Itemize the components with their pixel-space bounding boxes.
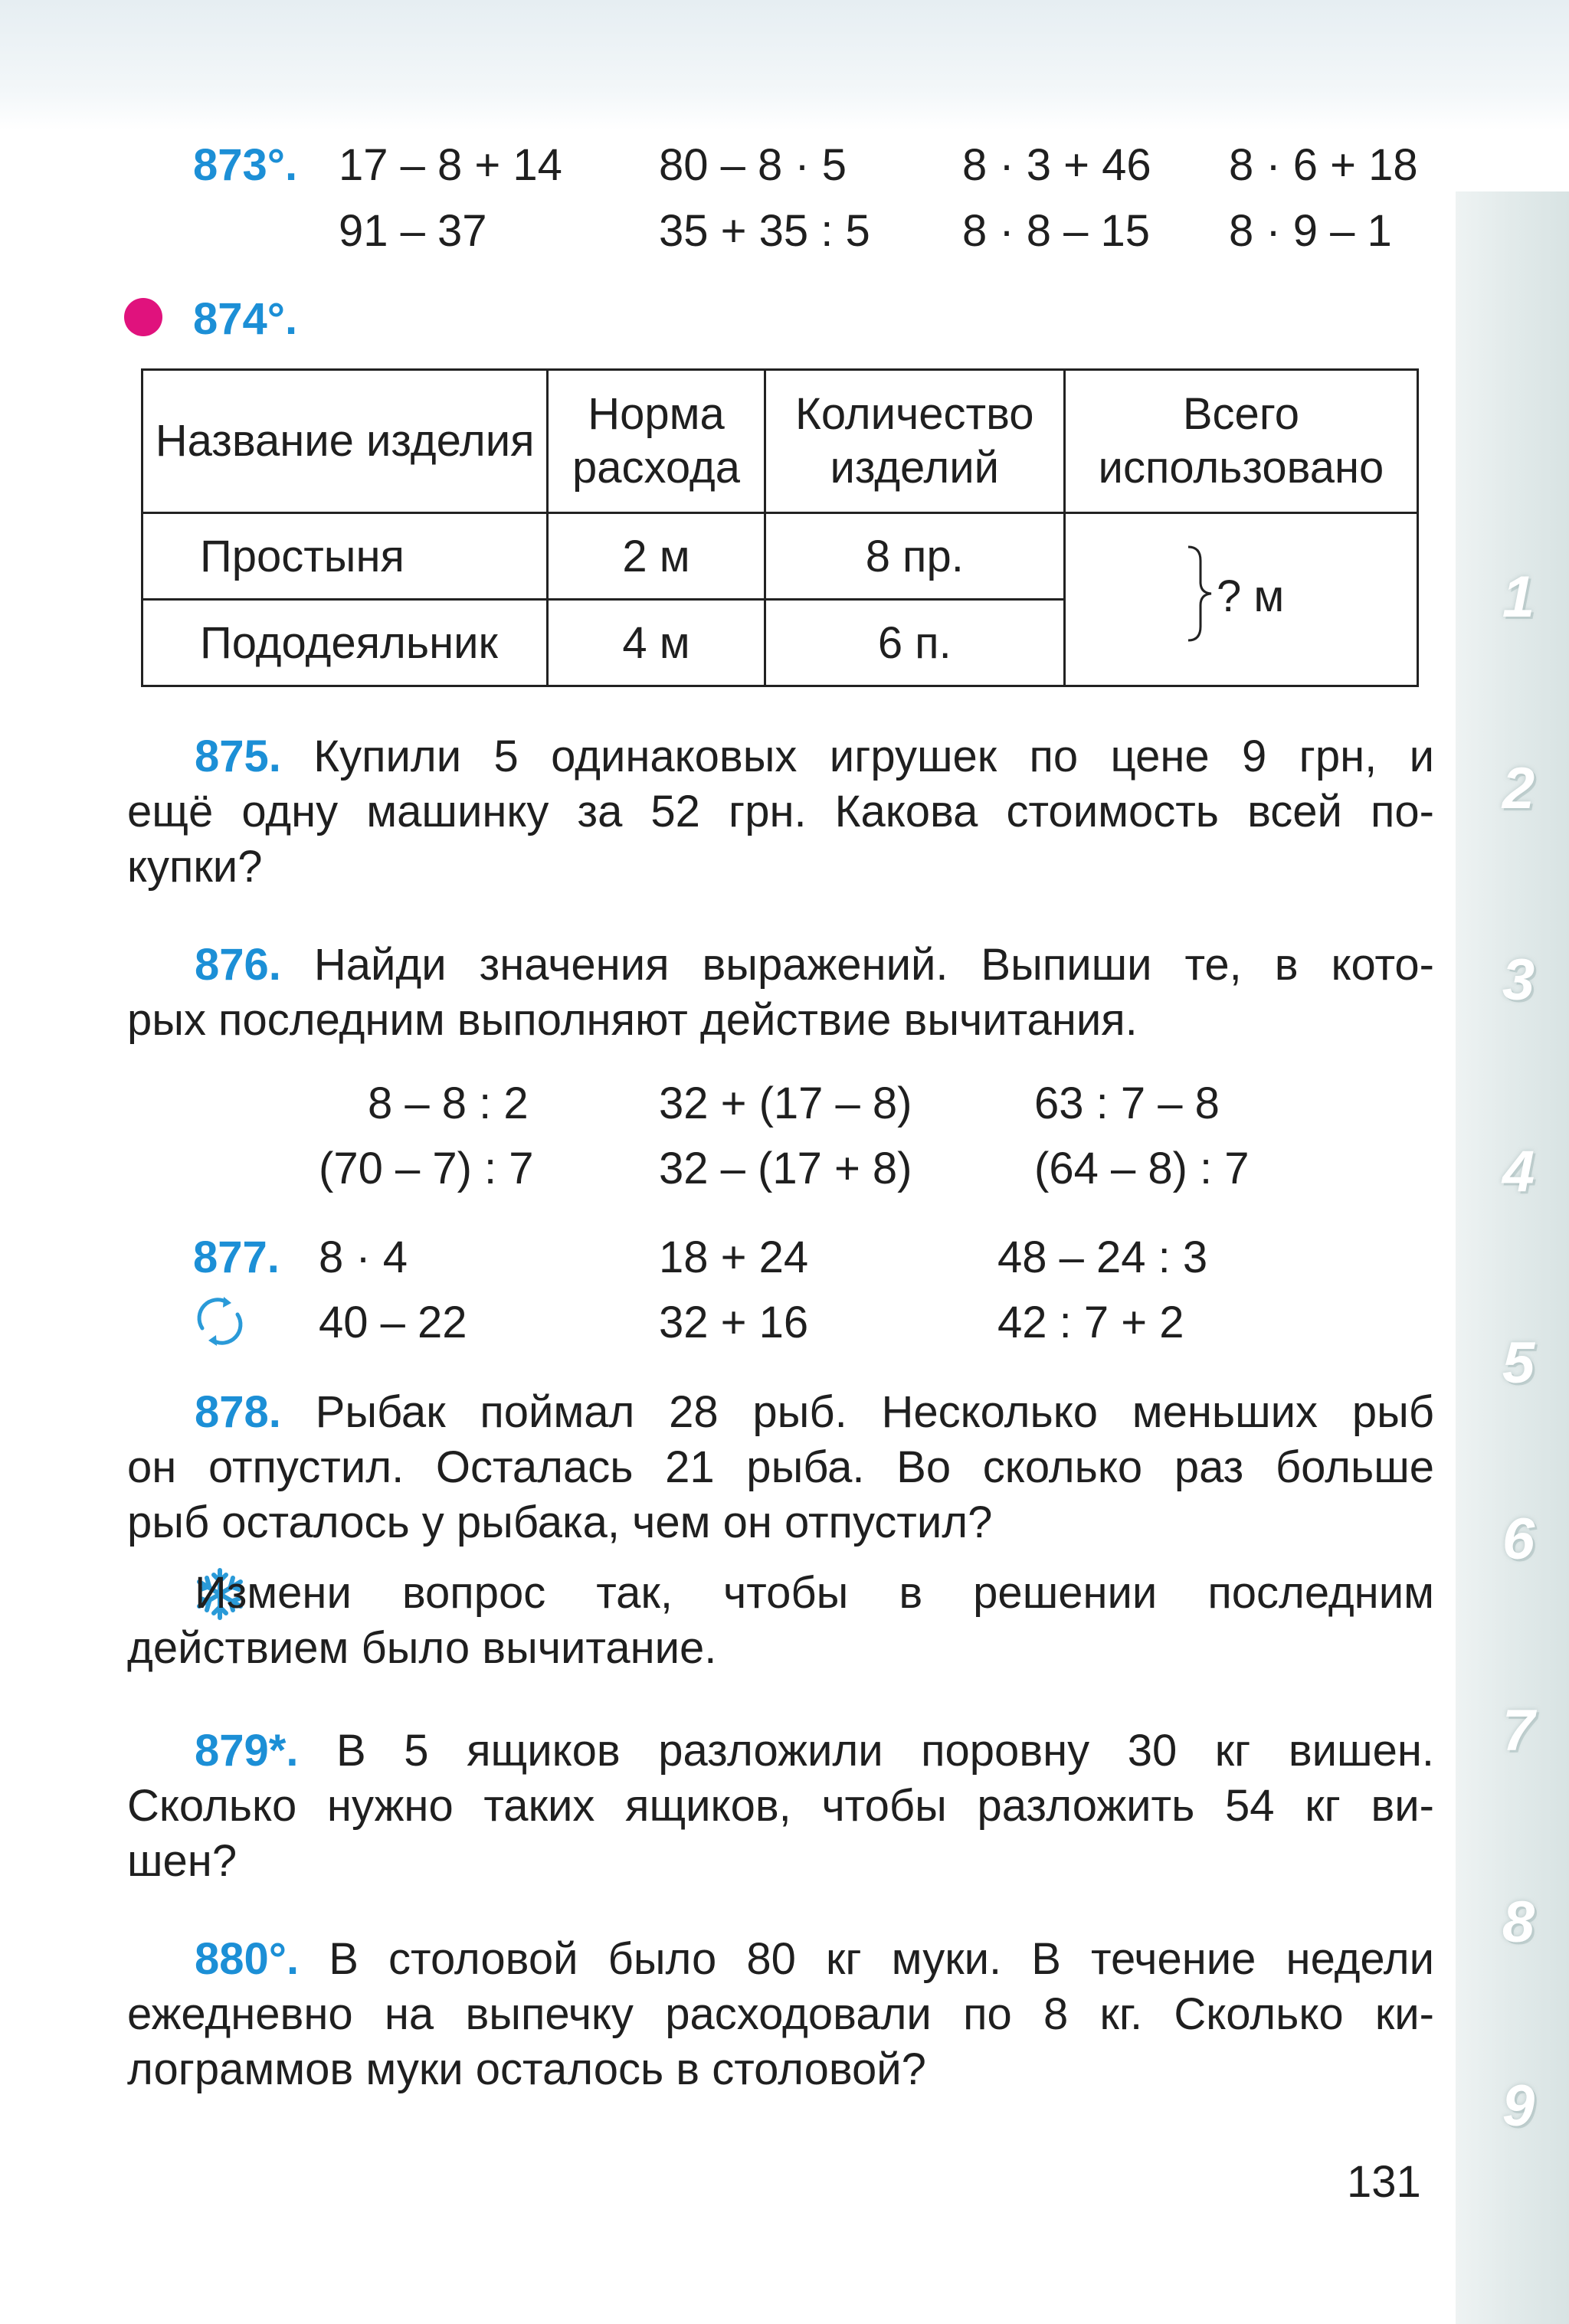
exercise-878-number: 878. [195, 1387, 281, 1437]
expression: 35 + 35 : 5 [659, 206, 870, 256]
text-line: шен? [127, 1836, 237, 1886]
right-brace-icon [1184, 544, 1214, 643]
text-line: он отпустил. Осталась 21 рыба. Во сколько раз больше [127, 1442, 1434, 1492]
expression: 32 + (17 – 8) [659, 1079, 912, 1128]
expression: 91 – 37 [339, 206, 487, 256]
table-cell-count: 8 пр. [765, 513, 1064, 600]
header-count: Количество изделий [765, 370, 1064, 513]
total-question: ? м [1217, 571, 1285, 621]
page-number: 131 [1347, 2157, 1421, 2207]
header-total: Всего использовано [1064, 370, 1417, 513]
text-line: Сколько нужно таких ящиков, чтобы разложить 54 кг ви- [127, 1781, 1434, 1831]
text-line: Измени вопрос так, чтобы в решении последним [195, 1568, 1434, 1618]
table-cell-name: Пододеяльник [142, 600, 548, 686]
expression: (64 – 8) : 7 [1034, 1144, 1250, 1193]
text-line: рых последним выполняют действие вычитания. [127, 995, 1138, 1045]
expression: 17 – 8 + 14 [339, 140, 562, 190]
expression: 8 · 6 + 18 [1229, 140, 1418, 190]
exercise-875 [127, 729, 1434, 895]
exercise-878 [127, 1385, 1434, 1550]
table-cell-norm: 4 м [548, 600, 765, 686]
text-line: Найди значения выражений. Выпиши те, в кото- [313, 940, 1435, 990]
exercise-876 [127, 938, 1434, 1048]
text-line: рыб осталось у рыбака, чем он отпустил? [127, 1498, 993, 1547]
chapter-tab-2[interactable]: 2 [1502, 756, 1535, 821]
expression: 63 : 7 – 8 [1034, 1079, 1220, 1128]
chapter-tab-9[interactable]: 9 [1502, 2074, 1535, 2139]
chapter-tab-3[interactable]: 3 [1502, 948, 1535, 1013]
expression: 8 – 8 : 2 [368, 1079, 529, 1128]
chapter-tabs [1456, 191, 1569, 2324]
table-cell-count: 6 п. [765, 600, 1064, 686]
chapter-tab-6[interactable]: 6 [1502, 1507, 1535, 1572]
chapter-tab-1[interactable]: 1 [1502, 565, 1535, 630]
expression: 80 – 8 · 5 [659, 140, 847, 190]
table-cell-norm: 2 м [548, 513, 765, 600]
expression: 32 + 16 [659, 1298, 809, 1347]
text-line: В 5 ящиков разложили поровну 30 кг вишен. [336, 1726, 1434, 1776]
expression: 8 · 9 – 1 [1229, 206, 1392, 256]
expression: 48 – 24 : 3 [997, 1232, 1208, 1282]
exercise-875-number: 875. [195, 732, 281, 781]
text-line: ежедневно на выпечку расходовали по 8 кг. Сколько ки- [127, 1989, 1434, 2039]
top-band [0, 0, 1569, 130]
norms-table [141, 368, 1419, 687]
chapter-tab-5[interactable]: 5 [1502, 1331, 1535, 1396]
expression: 18 + 24 [659, 1232, 809, 1282]
expression: 42 : 7 + 2 [997, 1298, 1184, 1347]
expression: 8 · 8 – 15 [962, 206, 1151, 256]
chapter-tab-7[interactable]: 7 [1502, 1698, 1535, 1763]
text-line: ещё одну машинку за 52 грн. Какова стоимость всей по- [127, 787, 1434, 836]
exercise-879 [127, 1723, 1434, 1889]
chapter-tab-8[interactable]: 8 [1502, 1890, 1535, 1955]
table-cell-name: Простыня [142, 513, 548, 600]
text-line: лограммов муки осталось в столовой? [127, 2044, 926, 2094]
exercise-880 [127, 1932, 1434, 2097]
expression: 32 – (17 + 8) [659, 1144, 912, 1193]
expression: 40 – 22 [319, 1298, 467, 1347]
text-line: Рыбак поймал 28 рыб. Несколько меньших рыб [315, 1387, 1434, 1437]
bullet-dot [124, 298, 162, 336]
exercise-878-extra [127, 1566, 1434, 1676]
text-line: Купили 5 одинаковых игрушек по цене 9 грн, и [313, 732, 1434, 781]
exercise-876-number: 876. [195, 940, 281, 990]
text-line: действием было вычитание. [127, 1623, 717, 1673]
text-line: В столовой было 80 кг муки. В течение недели [329, 1934, 1434, 1984]
chapter-tab-4[interactable]: 4 [1502, 1139, 1535, 1204]
exercise-874-number: 874°. [193, 294, 298, 344]
expression: 8 · 3 + 46 [962, 140, 1151, 190]
exercise-880-number: 880°. [195, 1934, 300, 1984]
exercise-879-number: 879*. [195, 1726, 299, 1776]
header-product-name: Название изделия [142, 370, 548, 513]
expression: (70 – 7) : 7 [319, 1144, 534, 1193]
exercise-877-number: 877. [193, 1232, 280, 1282]
header-norm: Норма расхода [548, 370, 765, 513]
expression: 8 · 4 [319, 1232, 408, 1282]
repeat-circle-icon [193, 1295, 247, 1348]
text-line: купки? [127, 842, 263, 892]
exercise-873-number: 873°. [193, 140, 298, 190]
